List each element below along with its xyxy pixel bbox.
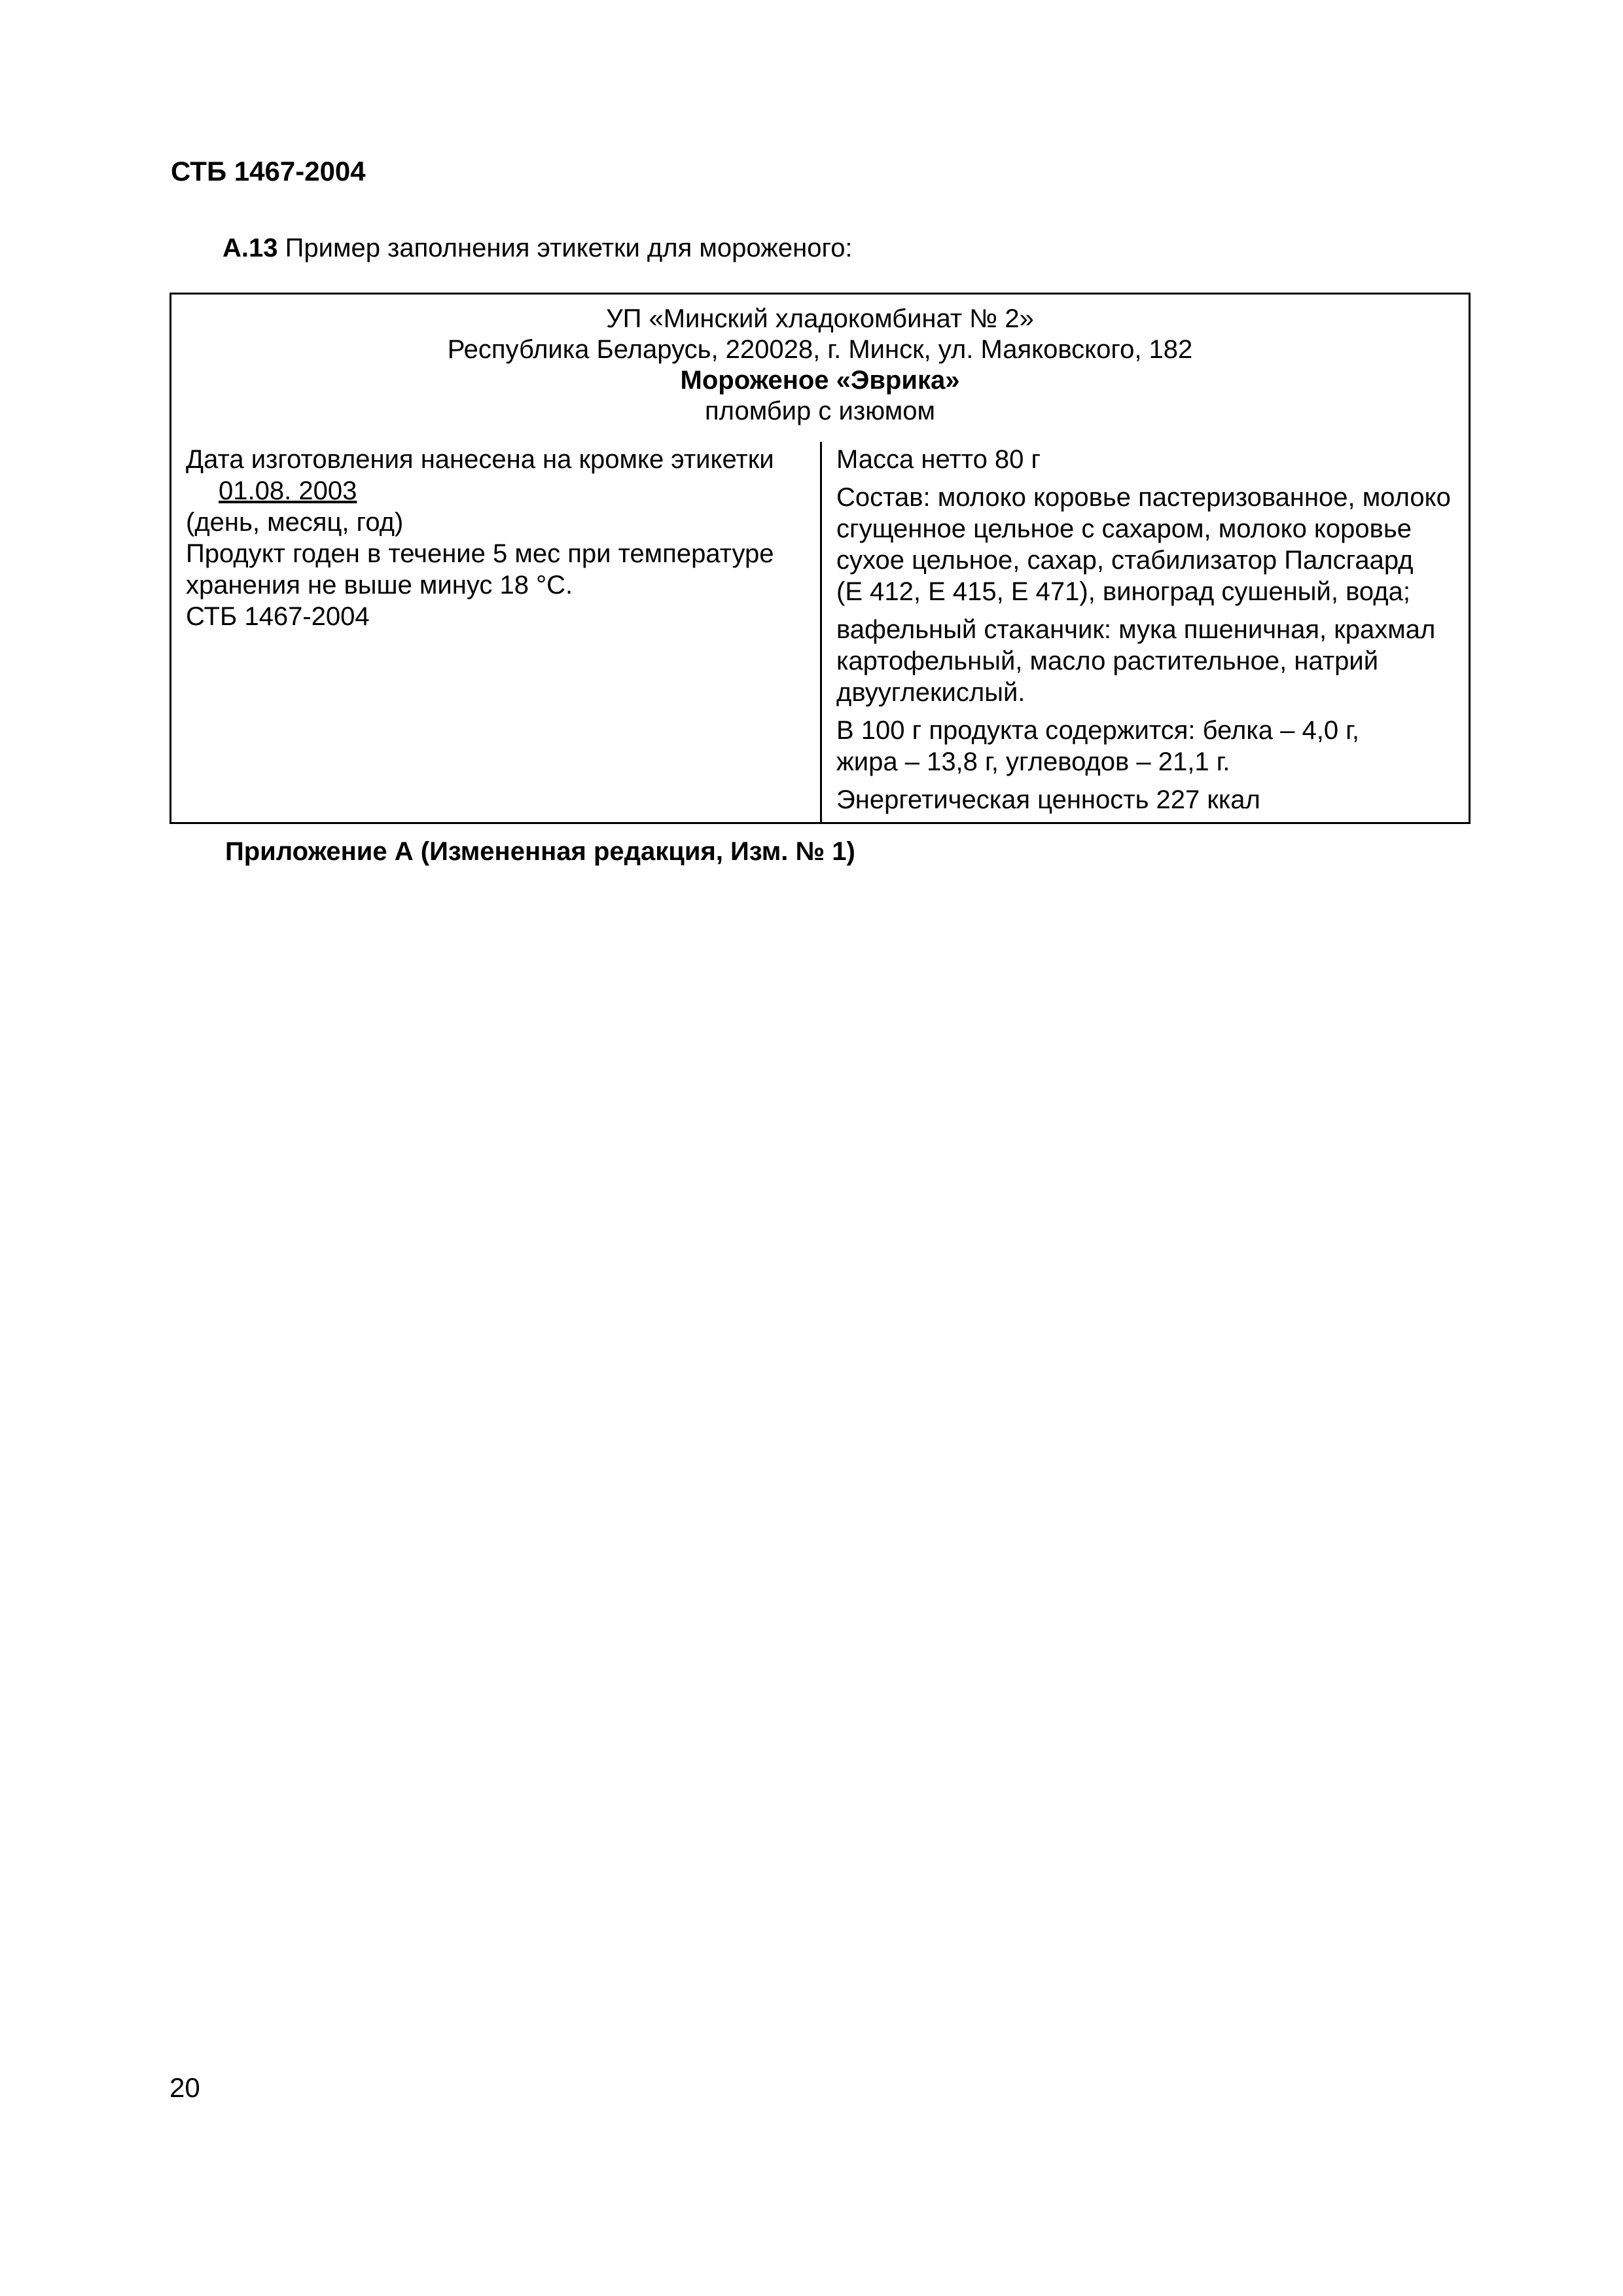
page-number: 20 — [169, 2072, 200, 2103]
energy-value-text: Энергетическая ценность 227 ккал — [836, 785, 1260, 814]
nutrition-facts — [836, 715, 1465, 778]
composition-line: сухое цельное, сахар, стабилизатор Палсгаард — [836, 546, 1414, 575]
energy-value — [836, 784, 1465, 816]
manufacture-date-note: Дата изготовления нанесена на кромке этикетки — [186, 445, 774, 474]
section-intro — [223, 232, 853, 264]
standard-reference: СТБ 1467-2004 — [186, 602, 370, 631]
wafer-line: вафельный стаканчик: мука пшеничная, крахмал — [836, 615, 1436, 644]
nutrition-line: В 100 г продукта содержится: белка – 4,0 г, — [836, 716, 1360, 745]
manufacture-date: 01.08. 2003 — [219, 476, 357, 505]
section-text: Пример заполнения этикетки для мороженого: — [277, 234, 853, 262]
column-divider — [820, 442, 822, 824]
net-mass — [836, 444, 1465, 475]
label-example-table — [169, 293, 1471, 824]
composition-line: сгущенное цельное с сахаром, молоко коровье — [836, 514, 1412, 543]
composition-line: Состав: молоко коровье пастеризованное, молоко — [836, 483, 1451, 512]
composition-line: (Е 412, Е 415, Е 471), виноград сушеный, вода; — [836, 577, 1410, 606]
document-code: СТБ 1467-2004 — [171, 156, 366, 187]
product-name: Мороженое «Эврика» — [680, 366, 960, 395]
appendix-note: Приложение А (Измененная редакция, Изм. № 1) — [225, 837, 855, 866]
label-header — [171, 295, 1469, 439]
section-number: А.13 — [223, 234, 278, 262]
label-right-column — [836, 444, 1465, 822]
nutrition-line: жира – 13,8 г, углеводов – 21,1 г. — [836, 747, 1230, 776]
shelf-life: Продукт годен в течение 5 мес при температуре — [186, 539, 774, 568]
net-mass-text: Масса нетто 80 г — [836, 445, 1041, 474]
label-left-column — [186, 444, 814, 632]
composition — [836, 482, 1465, 607]
manufacturer-address: Республика Беларусь, 220028, г. Минск, ул. Маяковского, 182 — [447, 335, 1193, 364]
wafer-line: двууглекислый. — [836, 678, 1026, 707]
product-type: пломбир с изюмом — [705, 397, 935, 425]
storage-condition: хранения не выше минус 18 °С. — [186, 571, 573, 600]
date-format: (день, месяц, год) — [186, 508, 404, 537]
manufacturer-name: УП «Минский хладокомбинат № 2» — [606, 304, 1034, 333]
wafer-line: картофельный, масло растительное, натрий — [836, 647, 1379, 675]
wafer-composition — [836, 614, 1465, 708]
